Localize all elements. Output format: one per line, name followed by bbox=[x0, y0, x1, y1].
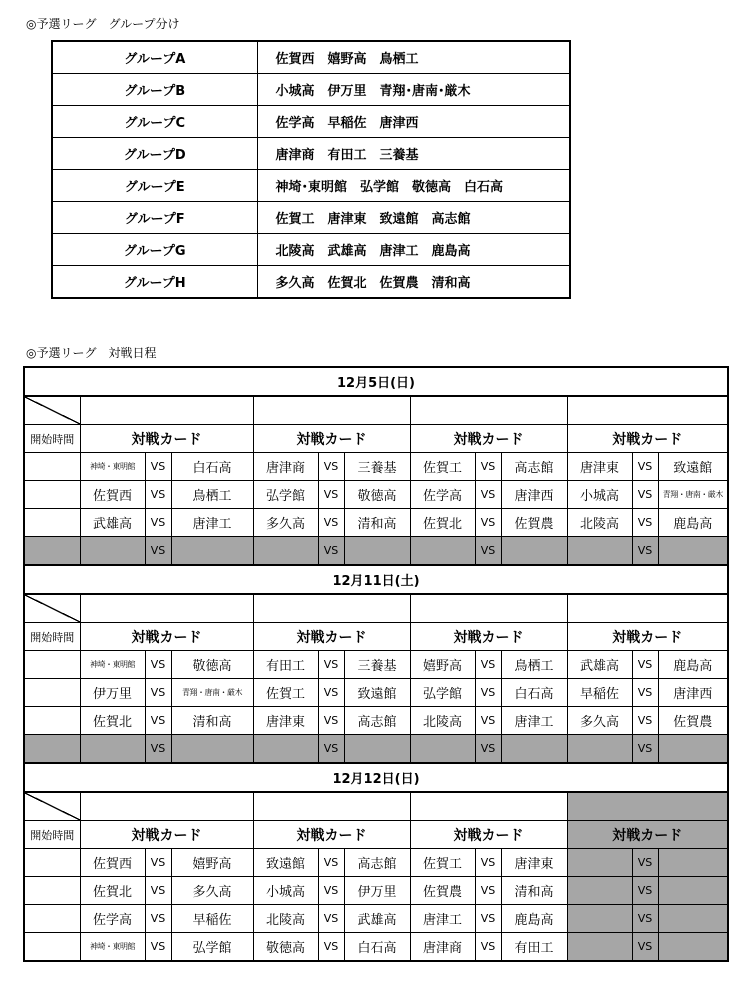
team-away: 高志館 bbox=[344, 707, 410, 735]
group-members: 唐津商 有田工 三養基 bbox=[257, 138, 570, 170]
group-row bbox=[52, 138, 570, 170]
team-home bbox=[567, 849, 632, 877]
group-members: 佐賀西 嬉野高 鳥栖工 bbox=[257, 41, 570, 74]
team-away: 致遠館 bbox=[658, 453, 728, 481]
team-away bbox=[658, 933, 728, 962]
team-home: 佐賀工 bbox=[410, 849, 475, 877]
team-away bbox=[171, 537, 253, 566]
team-home: 武雄高 bbox=[80, 509, 145, 537]
team-away: 鹿島高 bbox=[658, 509, 728, 537]
team-home bbox=[253, 537, 318, 566]
team-home: 佐賀工 bbox=[410, 453, 475, 481]
group-members: 北陵高 武雄高 唐津工 鹿島高 bbox=[257, 234, 570, 266]
label-row bbox=[24, 821, 728, 849]
team-away: 鳥栖工 bbox=[501, 651, 567, 679]
team-home: 嬉野高 bbox=[410, 651, 475, 679]
start-time-label: 開始時間 bbox=[24, 425, 80, 453]
team-home: 弘学館 bbox=[410, 679, 475, 707]
team-home: 佐賀北 bbox=[80, 707, 145, 735]
team-home: 佐賀工 bbox=[253, 679, 318, 707]
team-home bbox=[567, 537, 632, 566]
team-home: 小城高 bbox=[253, 877, 318, 905]
match-card-header: 対戦カード bbox=[253, 623, 410, 651]
team-away bbox=[501, 735, 567, 764]
start-time-cell bbox=[24, 849, 80, 877]
date-header: 12月11日(土) bbox=[24, 565, 728, 594]
team-away: 有田工 bbox=[501, 933, 567, 962]
group-row bbox=[52, 41, 570, 74]
team-home: 佐学高 bbox=[80, 905, 145, 933]
start-time-cell bbox=[24, 453, 80, 481]
court-cell bbox=[567, 594, 728, 623]
team-away: 三養基 bbox=[344, 651, 410, 679]
team-away: 白石高 bbox=[171, 453, 253, 481]
vs-label: VS bbox=[145, 481, 171, 509]
match-card-header: 対戦カード bbox=[80, 623, 253, 651]
team-home bbox=[567, 735, 632, 764]
start-time-cell bbox=[24, 933, 80, 962]
match-card-header: 対戦カード bbox=[80, 821, 253, 849]
match-card-header: 対戦カード bbox=[253, 821, 410, 849]
team-away: 鹿島高 bbox=[658, 651, 728, 679]
vs-label: VS bbox=[145, 453, 171, 481]
vs-label: VS bbox=[145, 509, 171, 537]
team-away: 青翔・唐南・厳木 bbox=[171, 679, 253, 707]
start-time-label: 開始時間 bbox=[24, 821, 80, 849]
team-away bbox=[658, 849, 728, 877]
start-time-cell bbox=[24, 679, 80, 707]
team-home: 唐津商 bbox=[410, 933, 475, 962]
date-header: 12月5日(日) bbox=[24, 367, 728, 396]
vs-label: VS bbox=[318, 679, 344, 707]
team-home: 佐賀農 bbox=[410, 877, 475, 905]
match-row bbox=[24, 877, 728, 905]
team-home: 多久高 bbox=[567, 707, 632, 735]
team-away bbox=[501, 537, 567, 566]
vs-label: VS bbox=[318, 877, 344, 905]
team-away: 三養基 bbox=[344, 453, 410, 481]
group-name: グループE bbox=[52, 170, 257, 202]
group-row bbox=[52, 266, 570, 299]
group-name: グループH bbox=[52, 266, 257, 299]
vs-label: VS bbox=[318, 651, 344, 679]
team-away: 清和高 bbox=[344, 509, 410, 537]
vs-label: VS bbox=[318, 509, 344, 537]
start-time-cell bbox=[24, 651, 80, 679]
vs-label: VS bbox=[318, 481, 344, 509]
team-away: 嬉野高 bbox=[171, 849, 253, 877]
court-cell bbox=[80, 792, 253, 821]
team-home: 佐賀西 bbox=[80, 481, 145, 509]
vs-label: VS bbox=[318, 933, 344, 962]
court-cell bbox=[410, 792, 567, 821]
team-home: 北陵高 bbox=[567, 509, 632, 537]
groups-table bbox=[51, 40, 571, 299]
vs-label: VS bbox=[632, 453, 658, 481]
team-home: 致遠館 bbox=[253, 849, 318, 877]
vs-label: VS bbox=[318, 537, 344, 566]
court-header-row bbox=[24, 396, 728, 425]
vs-label: VS bbox=[475, 877, 501, 905]
vs-label: VS bbox=[632, 707, 658, 735]
team-away bbox=[658, 905, 728, 933]
vs-label: VS bbox=[632, 537, 658, 566]
vs-label: VS bbox=[318, 849, 344, 877]
start-time-cell bbox=[24, 905, 80, 933]
vs-label: VS bbox=[475, 905, 501, 933]
vs-label: VS bbox=[318, 735, 344, 764]
team-away: 唐津東 bbox=[501, 849, 567, 877]
vs-label: VS bbox=[475, 849, 501, 877]
court-cell bbox=[253, 792, 410, 821]
court-cell bbox=[567, 792, 728, 821]
team-away: 敬徳高 bbox=[344, 481, 410, 509]
team-away: 唐津工 bbox=[171, 509, 253, 537]
start-time-cell bbox=[24, 509, 80, 537]
team-away: 弘学館 bbox=[171, 933, 253, 962]
group-row bbox=[52, 170, 570, 202]
group-members: 小城高 伊万里 青翔･唐南･厳木 bbox=[257, 74, 570, 106]
label-row bbox=[24, 425, 728, 453]
team-home bbox=[80, 537, 145, 566]
start-time-label: 開始時間 bbox=[24, 623, 80, 651]
vs-label: VS bbox=[632, 933, 658, 962]
vs-label: VS bbox=[632, 651, 658, 679]
group-row bbox=[52, 106, 570, 138]
match-row bbox=[24, 933, 728, 962]
vs-label: VS bbox=[632, 849, 658, 877]
start-time-cell bbox=[24, 735, 80, 764]
team-away: 伊万里 bbox=[344, 877, 410, 905]
team-away: 白石高 bbox=[344, 933, 410, 962]
date-row bbox=[24, 367, 728, 396]
match-card-header: 対戦カード bbox=[253, 425, 410, 453]
team-away: 唐津西 bbox=[501, 481, 567, 509]
vs-label: VS bbox=[475, 707, 501, 735]
team-away bbox=[344, 735, 410, 764]
team-away: 白石高 bbox=[501, 679, 567, 707]
match-row bbox=[24, 453, 728, 481]
group-members: 多久高 佐賀北 佐賀農 清和高 bbox=[257, 266, 570, 299]
team-home: 多久高 bbox=[253, 509, 318, 537]
vs-label: VS bbox=[632, 877, 658, 905]
date-header: 12月12日(日) bbox=[24, 763, 728, 792]
team-away bbox=[658, 537, 728, 566]
team-home: 弘学館 bbox=[253, 481, 318, 509]
match-card-header: 対戦カード bbox=[410, 821, 567, 849]
team-home: 佐学高 bbox=[410, 481, 475, 509]
team-home: 神埼・東明館 bbox=[80, 933, 145, 962]
team-away: 唐津工 bbox=[501, 707, 567, 735]
group-name: グループD bbox=[52, 138, 257, 170]
match-card-header: 対戦カード bbox=[410, 425, 567, 453]
date-row bbox=[24, 763, 728, 792]
court-cell bbox=[80, 396, 253, 425]
team-away: 唐津西 bbox=[658, 679, 728, 707]
team-away: 清和高 bbox=[171, 707, 253, 735]
group-name: グループA bbox=[52, 41, 257, 74]
vs-label: VS bbox=[632, 679, 658, 707]
vs-label: VS bbox=[475, 453, 501, 481]
team-home bbox=[410, 735, 475, 764]
match-card-header: 対戦カード bbox=[410, 623, 567, 651]
team-home bbox=[80, 735, 145, 764]
team-away: 佐賀農 bbox=[501, 509, 567, 537]
court-header-row bbox=[24, 792, 728, 821]
team-away: 高志館 bbox=[344, 849, 410, 877]
label-row bbox=[24, 623, 728, 651]
team-home: 小城高 bbox=[567, 481, 632, 509]
group-row bbox=[52, 74, 570, 106]
team-home: 敬徳高 bbox=[253, 933, 318, 962]
match-row bbox=[24, 509, 728, 537]
start-time-cell bbox=[24, 877, 80, 905]
team-home: 佐賀北 bbox=[410, 509, 475, 537]
team-away bbox=[658, 877, 728, 905]
team-away: 武雄高 bbox=[344, 905, 410, 933]
vs-label: VS bbox=[475, 509, 501, 537]
team-home bbox=[567, 877, 632, 905]
match-row bbox=[24, 651, 728, 679]
team-home: 唐津商 bbox=[253, 453, 318, 481]
group-name: グループB bbox=[52, 74, 257, 106]
court-header-row bbox=[24, 594, 728, 623]
vs-label: VS bbox=[145, 537, 171, 566]
team-home: 唐津工 bbox=[410, 905, 475, 933]
vs-label: VS bbox=[632, 509, 658, 537]
match-row bbox=[24, 849, 728, 877]
match-card-header: 対戦カード bbox=[567, 623, 728, 651]
match-row bbox=[24, 735, 728, 764]
team-away bbox=[171, 735, 253, 764]
court-cell bbox=[253, 396, 410, 425]
team-home: 武雄高 bbox=[567, 651, 632, 679]
team-away: 佐賀農 bbox=[658, 707, 728, 735]
team-home: 北陵高 bbox=[253, 905, 318, 933]
group-row bbox=[52, 234, 570, 266]
team-away: 清和高 bbox=[501, 877, 567, 905]
vs-label: VS bbox=[318, 453, 344, 481]
vs-label: VS bbox=[475, 679, 501, 707]
team-away: 鹿島高 bbox=[501, 905, 567, 933]
match-row bbox=[24, 537, 728, 566]
group-members: 佐学高 早稲佐 唐津西 bbox=[257, 106, 570, 138]
team-home: 神埼・東明館 bbox=[80, 651, 145, 679]
vs-label: VS bbox=[145, 679, 171, 707]
team-away: 多久高 bbox=[171, 877, 253, 905]
corner-diagonal-cell bbox=[24, 594, 80, 623]
start-time-cell bbox=[24, 481, 80, 509]
team-home: 神埼・東明館 bbox=[80, 453, 145, 481]
team-home: 唐津東 bbox=[253, 707, 318, 735]
match-card-header: 対戦カード bbox=[567, 821, 728, 849]
team-home: 佐賀西 bbox=[80, 849, 145, 877]
group-name: グループG bbox=[52, 234, 257, 266]
match-row bbox=[24, 481, 728, 509]
vs-label: VS bbox=[145, 707, 171, 735]
vs-label: VS bbox=[318, 707, 344, 735]
team-home bbox=[410, 537, 475, 566]
vs-label: VS bbox=[475, 481, 501, 509]
team-home: 佐賀北 bbox=[80, 877, 145, 905]
groups-section-title: ◎予選リーグ グループ分け bbox=[26, 17, 180, 31]
team-home: 北陵高 bbox=[410, 707, 475, 735]
team-away: 致遠館 bbox=[344, 679, 410, 707]
team-home: 伊万里 bbox=[80, 679, 145, 707]
vs-label: VS bbox=[145, 877, 171, 905]
group-name: グループF bbox=[52, 202, 257, 234]
match-row bbox=[24, 679, 728, 707]
date-row bbox=[24, 565, 728, 594]
vs-label: VS bbox=[632, 481, 658, 509]
group-name: グループC bbox=[52, 106, 257, 138]
vs-label: VS bbox=[632, 735, 658, 764]
schedule-section-title: ◎予選リーグ 対戦日程 bbox=[26, 346, 157, 360]
group-members: 佐賀工 唐津東 致遠館 高志館 bbox=[257, 202, 570, 234]
vs-label: VS bbox=[145, 933, 171, 962]
match-row bbox=[24, 905, 728, 933]
team-home bbox=[567, 905, 632, 933]
start-time-cell bbox=[24, 537, 80, 566]
team-home: 有田工 bbox=[253, 651, 318, 679]
match-card-header: 対戦カード bbox=[80, 425, 253, 453]
vs-label: VS bbox=[145, 849, 171, 877]
court-cell bbox=[410, 594, 567, 623]
team-away: 鳥栖工 bbox=[171, 481, 253, 509]
group-row bbox=[52, 202, 570, 234]
corner-diagonal-cell bbox=[24, 396, 80, 425]
group-members: 神埼･東明館 弘学館 敬徳高 白石高 bbox=[257, 170, 570, 202]
team-home: 唐津東 bbox=[567, 453, 632, 481]
vs-label: VS bbox=[475, 933, 501, 962]
vs-label: VS bbox=[145, 651, 171, 679]
match-row bbox=[24, 707, 728, 735]
court-cell bbox=[410, 396, 567, 425]
team-away: 青翔・唐南・厳木 bbox=[658, 481, 728, 509]
vs-label: VS bbox=[475, 537, 501, 566]
corner-diagonal-cell bbox=[24, 792, 80, 821]
vs-label: VS bbox=[145, 905, 171, 933]
vs-label: VS bbox=[475, 735, 501, 764]
team-away bbox=[344, 537, 410, 566]
court-cell bbox=[80, 594, 253, 623]
start-time-cell bbox=[24, 707, 80, 735]
team-away: 早稲佐 bbox=[171, 905, 253, 933]
team-away: 高志館 bbox=[501, 453, 567, 481]
court-cell bbox=[567, 396, 728, 425]
team-home: 早稲佐 bbox=[567, 679, 632, 707]
team-away bbox=[658, 735, 728, 764]
court-cell bbox=[253, 594, 410, 623]
schedule-table bbox=[23, 366, 729, 962]
team-home bbox=[253, 735, 318, 764]
team-home bbox=[567, 933, 632, 962]
vs-label: VS bbox=[475, 651, 501, 679]
vs-label: VS bbox=[145, 735, 171, 764]
vs-label: VS bbox=[632, 905, 658, 933]
team-away: 敬徳高 bbox=[171, 651, 253, 679]
vs-label: VS bbox=[318, 905, 344, 933]
match-card-header: 対戦カード bbox=[567, 425, 728, 453]
